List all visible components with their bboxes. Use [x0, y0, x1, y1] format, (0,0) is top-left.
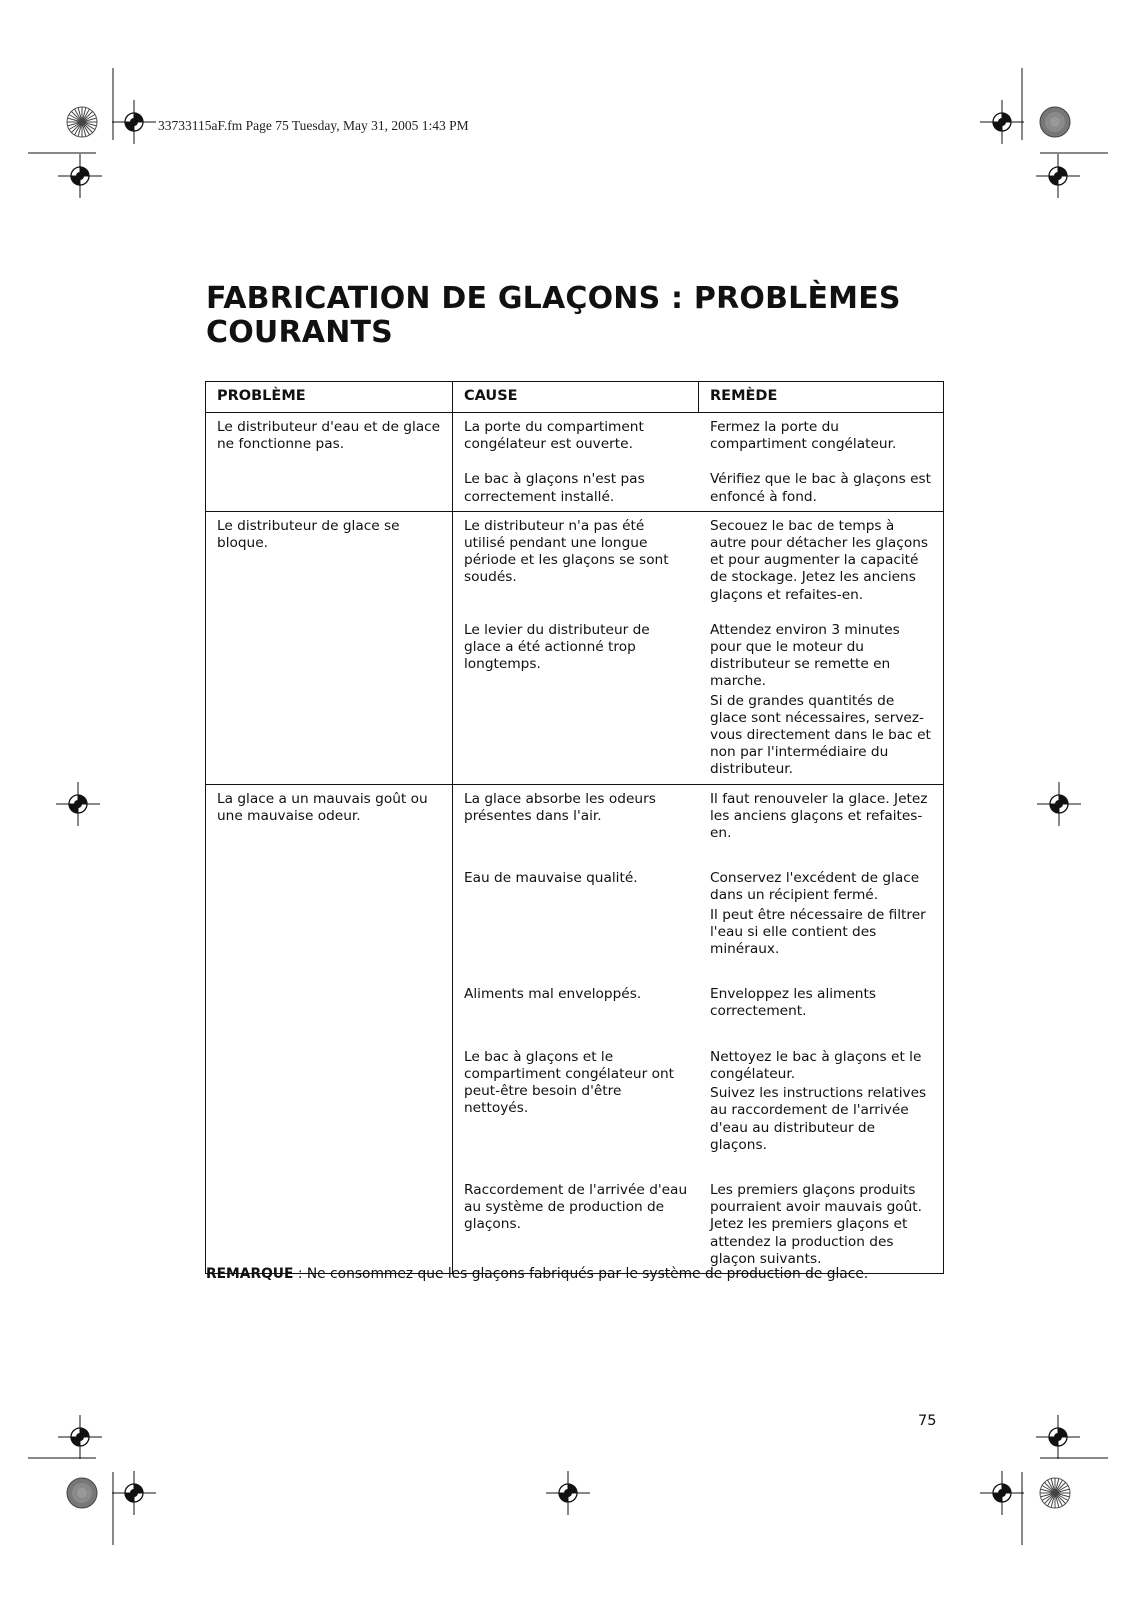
file-info-header: 33733115aF.fm Page 75 Tuesday, May 31, 2005 1:43 PM — [158, 118, 469, 133]
cause-remedy-pair — [464, 986, 932, 1020]
problem-cell — [206, 413, 453, 512]
remedy-text: Il peut être nécessaire de filtrer l'eau si elle contient des minéraux. — [710, 906, 926, 958]
registration-mark-icon — [980, 1471, 1024, 1515]
remedy-text: Attendez environ 3 minutes pour que le moteur du distributeur se remette en marche. — [710, 621, 900, 690]
registration-mark-icon — [980, 100, 1024, 144]
cause-text: Le distributeur n'a pas été utilisé pendant une longue période et les glaçons se sont soudés. — [464, 517, 669, 586]
cause-text: La porte du compartiment congélateur est ouverte. — [464, 419, 644, 453]
table-row — [206, 784, 944, 1273]
sunburst-mark-icon — [1040, 1478, 1070, 1508]
remedy-text: Fermez la porte du compartiment congélateur. — [710, 419, 897, 453]
remark-note — [206, 1266, 946, 1282]
cause-text: Le bac à glaçons n'est pas correctement installé. — [464, 471, 645, 505]
remedy-text: Suivez les instructions relatives au raccordement de l'arrivée d'eau au distributeur de glaçons. — [710, 1085, 927, 1153]
cause-remedy-pair — [464, 791, 932, 843]
cause-remedy-cell — [453, 511, 944, 784]
cause-remedy-pair — [464, 870, 932, 958]
column-header-remede: REMÈDE — [699, 382, 944, 413]
cause-remedy-pair — [464, 471, 932, 505]
column-header-cause: CAUSE — [453, 382, 699, 413]
problem-cell — [206, 784, 453, 1273]
cause-remedy-cell — [453, 413, 944, 512]
registration-mark-icon — [112, 1471, 156, 1515]
cause-remedy-cell — [453, 784, 944, 1273]
page-number: 75 — [918, 1413, 937, 1429]
cause-remedy-pair — [464, 1049, 932, 1154]
remedy-text: Conservez l'excédent de glace dans un récipient fermé. — [710, 870, 920, 904]
cause-text: La glace absorbe les odeurs présentes dans l'air. — [464, 790, 656, 824]
remedy-text: Vérifiez que le bac à glaçons est enfoncé à fond. — [710, 471, 931, 505]
registration-mark-icon — [58, 1415, 102, 1459]
registration-mark-icon — [58, 154, 102, 198]
registration-mark-icon — [56, 782, 100, 826]
cause-text: Raccordement de l'arrivée d'eau au système de production de glaçons. — [464, 1181, 688, 1233]
remedy-text: Si de grandes quantités de glace sont nécessaires, servez-vous directement dans le bac et non par l'intermédiaire du distributeur. — [710, 692, 931, 778]
table-row — [206, 413, 944, 512]
column-header-probleme: PROBLÈME — [206, 382, 453, 413]
table-header-row — [206, 382, 944, 413]
cause-text: Le bac à glaçons et le compartiment congélateur ont peut-être besoin d'être nettoyés. — [464, 1048, 674, 1117]
problem-text: Le distributeur de glace se bloque. — [217, 517, 400, 552]
remark-label: REMARQUE — [206, 1266, 294, 1282]
registration-mark-icon — [1036, 1415, 1080, 1459]
table-row — [206, 511, 944, 784]
troubleshooting-table — [205, 381, 944, 1274]
registration-mark-icon — [546, 1471, 590, 1515]
registration-mark-icon — [112, 100, 156, 144]
registration-mark-icon — [1036, 154, 1080, 198]
cause-remedy-pair — [464, 622, 932, 779]
remedy-text: Les premiers glaçons produits pourraient avoir mauvais goût. Jetez les premiers glaçons et attendez la production des glaçon suivants. — [710, 1181, 923, 1267]
cause-remedy-pair — [464, 518, 932, 604]
cause-remedy-pair — [464, 1182, 932, 1268]
gray-disc-mark-icon — [1040, 107, 1070, 137]
registration-mark-icon — [1037, 782, 1081, 826]
problem-text: La glace a un mauvais goût ou une mauvaise odeur. — [217, 790, 428, 824]
gray-disc-mark-icon — [67, 1478, 97, 1508]
problem-text: Le distributeur d'eau et de glace ne fonctionne pas. — [217, 419, 441, 453]
remedy-text: Nettoyez le bac à glaçons et le congélateur. — [710, 1048, 922, 1082]
remark-text: : Ne consommez que les glaçons fabriqués par le système de production de glace. — [293, 1266, 869, 1282]
remedy-text: Enveloppez les aliments correctement. — [710, 986, 876, 1020]
page-title: FABRICATION DE GLAÇONS : PROBLÈMES COURANTS — [206, 281, 901, 350]
remedy-text: Secouez le bac de temps à autre pour détacher les glaçons et pour augmenter la capacité de stockage. Jetez les anciens glaçons et refaites-en. — [710, 517, 928, 603]
cause-text: Eau de mauvaise qualité. — [464, 870, 638, 887]
cause-remedy-pair — [464, 419, 932, 453]
problem-cell — [206, 511, 453, 784]
cause-text: Le levier du distributeur de glace a été actionné trop longtemps. — [464, 621, 650, 673]
remedy-text: Il faut renouveler la glace. Jetez les anciens glaçons et refaites-en. — [710, 790, 928, 842]
sunburst-mark-icon — [67, 107, 97, 137]
cause-text: Aliments mal enveloppés. — [464, 986, 642, 1003]
